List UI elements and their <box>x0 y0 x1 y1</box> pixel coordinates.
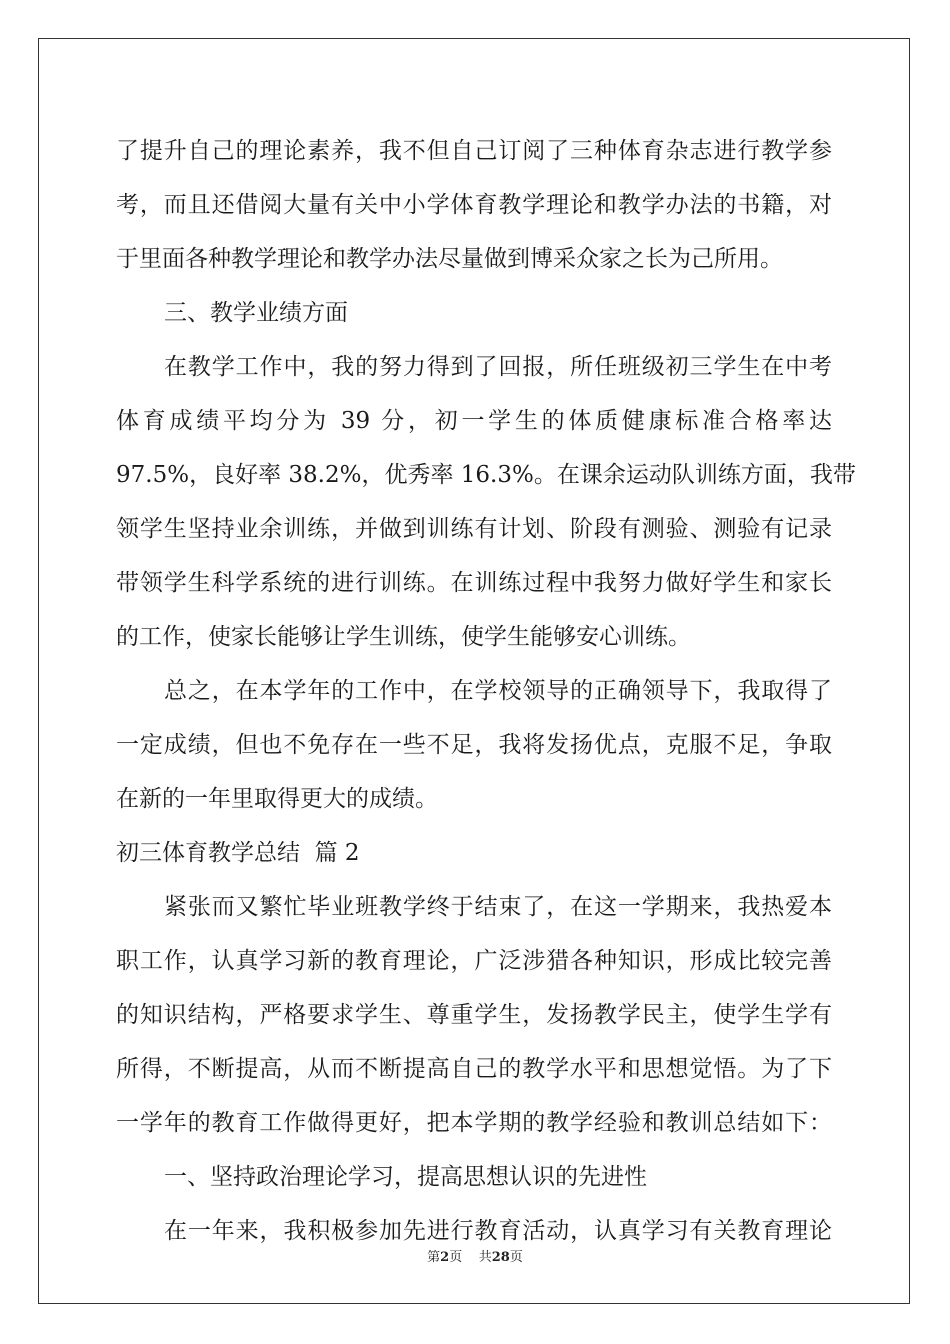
page-footer <box>0 1246 950 1265</box>
text-line: 总之，在本学年的工作中，在学校领导的正确领导下，我取得了 <box>164 678 832 704</box>
text-line: 领学生坚持业余训练，并做到训练有计划、阶段有测验、测验有记录 <box>116 516 832 542</box>
text-line: 在教学工作中，我的努力得到了回报，所任班级初三学生在中考 <box>164 354 832 380</box>
text-line: 在新的一年里取得更大的成绩。 <box>116 786 438 812</box>
text-line: 于里面各种教学理论和教学办法尽量做到博采众家之长为己所用。 <box>116 246 783 272</box>
text-line: 的知识结构，严格要求学生、尊重学生，发扬教学民主，使学生学有 <box>116 1002 832 1028</box>
text-line: 了提升自己的理论素养，我不但自己订阅了三种体育杂志进行教学参 <box>116 138 832 164</box>
section-heading: 一、坚持政治理论学习，提高思想认识的先进性 <box>164 1164 647 1190</box>
text-line: 紧张而又繁忙毕业班教学终于结束了，在这一学期来，我热爱本 <box>164 894 832 920</box>
text-line: 的工作，使家长能够让学生训练，使学生能够安心训练。 <box>116 624 691 650</box>
document-body <box>116 124 856 1258</box>
text-line: 在一年来，我积极参加先进行教育活动，认真学习有关教育理论 <box>164 1218 832 1244</box>
text-line: 97.5%，良好率 38.2%，优秀率 16.3%。在课余运动队训练方面，我带 <box>116 462 856 488</box>
text-line: 职工作，认真学习新的教育理论，广泛涉猎各种知识，形成比较完善 <box>116 948 832 974</box>
total-pages: 28 <box>491 1250 510 1265</box>
text-line: 考，而且还借阅大量有关中小学体育教学理论和教学办法的书籍，对 <box>116 192 832 218</box>
text-line: 所得，不断提高，从而不断提高自己的教学水平和思想觉悟。为了下 <box>116 1056 832 1082</box>
page-number: 2 <box>440 1250 450 1265</box>
article-title: 初三体育教学总结 篇 2 <box>116 840 360 866</box>
text-line: 一学年的教育工作做得更好，把本学期的教学经验和教训总结如下： <box>116 1110 832 1136</box>
text-line: 一定成绩，但也不免存在一些不足，我将发扬优点，克服不足，争取 <box>116 732 832 758</box>
footer-suffix: 页 <box>509 1250 523 1265</box>
footer-prefix: 第 <box>427 1250 441 1265</box>
footer-mid: 页 共 <box>449 1250 492 1265</box>
text-line: 体育成绩平均分为 39 分，初一学生的体质健康标准合格率达 <box>116 408 832 434</box>
section-heading: 三、教学业绩方面 <box>164 300 348 326</box>
text-line: 带领学生科学系统的进行训练。在训练过程中我努力做好学生和家长 <box>116 570 832 596</box>
